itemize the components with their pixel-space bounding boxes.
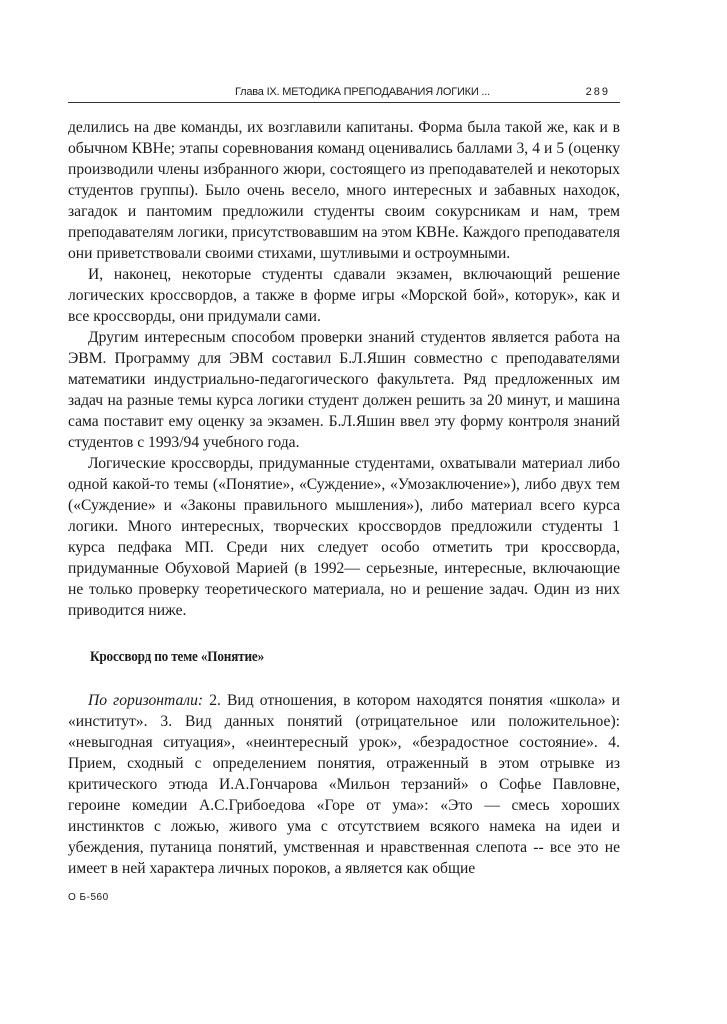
running-header [68,86,620,103]
section-title [68,647,620,668]
clues-text: 2. Вид отношения, в котором находятся понятия «школа» и «институт». 3. Вид данных понятий (отрицательное или положительное): «невыгодная ситуация», «неинтересный урок», «безрадостное состояние». 4. Прием, сходный с определением понятия, отраженный в этом отрывке из критического этюда И.А.Гончарова «Мильон терзаний» о Софье Павловне, героине комедии А.С.Грибоедова «Горе от ума»: «Это — смесь хороших инстинктов с ложью, живого ума с отсутствием всякого намека на идеи и убеждения, путаница понятий, умственная и нравственная слепота -- все это не имеет в ней характера личных пороков, а является как общие [68,692,620,877]
crossword-clues [68,690,620,879]
paragraph: Логические кроссворды, придуманные студентами, охватывали материал либо одной какой-то темы («Понятие», «Суждение», «Умозаключение»), либо двух тем («Суждение» и «Законы правильного мышления»), либо материал всего курса логики. Много интересных, творческих кроссвордов предложили студенты 1 курса педфака МП. Среди них следует особо отметить три кроссворда, придуманные Обуховой Марией (в 1992— серьезные, интересные, включающие не только проверку теоретического материала, но и решение задач. Один из них приводится ниже. [68,455,620,619]
paragraph: делились на две команды, их возглавили капитаны. Форма была такой же, как и в обычном КВНе; этапы соревнования команд оценивались баллами 3, 4 и 5 (оценку производили члены избранного жюри, состоящего из преподавателей и некоторых студентов группы). Было очень весело, много интересных и забавных находок, загадок и пантомим предложили студенты своим сокурсникам и нам, трем преподавателям логики, присутствовавшим на этом КВНе. Каждого преподавателя они приветствовали своими стихами, шутливыми и остроумными. [68,119,620,262]
clues-lead: По горизонтали: [88,692,204,709]
paragraph: Другим интересным способом проверки знаний студентов является работа на ЭВМ. Программу для ЭВМ составил Б.Л.Яшин совместно с преподавателями математики индустриально-педагогического факультета. Ряд предложенных им задач на разные темы курса логики студент должен решить за 20 минут, и машина сама поставит ему оценку за экзамен. Б.Л.Яшин ввел эту форму контроля знаний студентов с 1993/94 учебного года. [68,329,620,451]
chapter-title: Глава IX. МЕТОДИКА ПРЕПОДАВАНИЯ ЛОГИКИ ... [235,86,490,98]
page-number: 289 [585,86,610,98]
signature-mark: О Б-560 [68,892,109,903]
section-title-text: Кроссворд по теме «Понятие» [90,649,265,665]
paragraph: И, наконец, некоторые студенты сдавали экзамен, включающий решение логических кроссвордов, а также в форме игры «Морской бой», которук», как и все кроссворды, они придумали сами. [68,266,620,325]
page-body [68,117,620,879]
